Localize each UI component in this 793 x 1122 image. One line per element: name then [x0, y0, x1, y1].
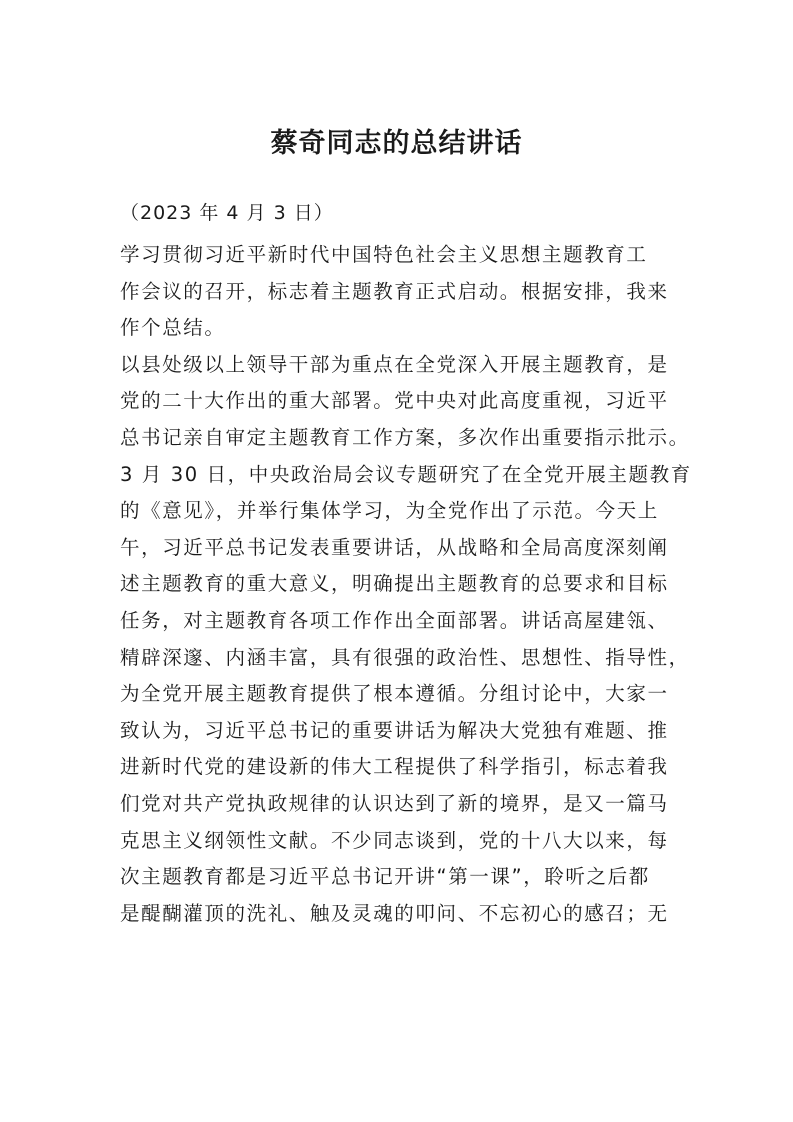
text-line: 学习贯彻习近平新时代中国特色社会主义思想主题教育工 — [120, 243, 648, 266]
document-date: （2023 年 4 月 3 日） — [120, 202, 334, 224]
text-line: 次主题教育都是习近平总书记开讲“第一课”，聆听之后都 — [120, 865, 650, 889]
text-line: 为全党开展主题教育提供了根本遵循。分组讨论中，大家一 — [120, 682, 669, 706]
text-line: 致认为，习近平总书记的重要讲话为解决大党独有难题、推 — [120, 718, 669, 742]
text-line: 党的二十大作出的重大部署。党中央对此高度重视，习近平 — [120, 389, 669, 413]
text-line: 进新时代党的建设新的伟大工程提供了科学指引，标志着我 — [120, 755, 669, 779]
text-line: 总书记亲自审定主题教育工作方案，多次作出重要指示批示。 — [120, 425, 690, 449]
text-line: 午，习近平总书记发表重要讲话，从战略和全局高度深刻阐 — [120, 535, 669, 559]
text-line: 克思主义纲领性文献。不少同志谈到，党的十八大以来，每 — [120, 828, 669, 852]
text-line: 们党对共产党执政规律的认识达到了新的境界，是又一篇马 — [120, 791, 669, 815]
text-line: 以县处级以上领导干部为重点在全党深入开展主题教育，是 — [120, 352, 669, 376]
document-title: 蔡奇同志的总结讲话 — [270, 128, 523, 159]
text-line: 述主题教育的重大意义，明确提出主题教育的总要求和目标 — [120, 572, 669, 596]
text-line: 精辟深邃、内涵丰富，具有很强的政治性、思想性、指导性， — [120, 645, 690, 669]
text-line: 作会议的召开，标志着主题教育正式启动。根据安排，我来 — [120, 279, 669, 303]
text-line: 是醍醐灌顶的洗礼、触及灵魂的叩问、不忘初心的感召；无 — [120, 901, 669, 925]
text-line: 作个总结。 — [120, 316, 226, 340]
text-line: 3 月 30 日，中央政治局会议专题研究了在全党开展主题教育 — [120, 462, 692, 486]
document-body — [120, 237, 692, 932]
text-line: 任务，对主题教育各项工作作出全面部署。讲话高屋建瓴、 — [120, 608, 669, 632]
text-line: 的《意见》，并举行集体学习，为全党作出了示范。今天上 — [120, 499, 659, 523]
